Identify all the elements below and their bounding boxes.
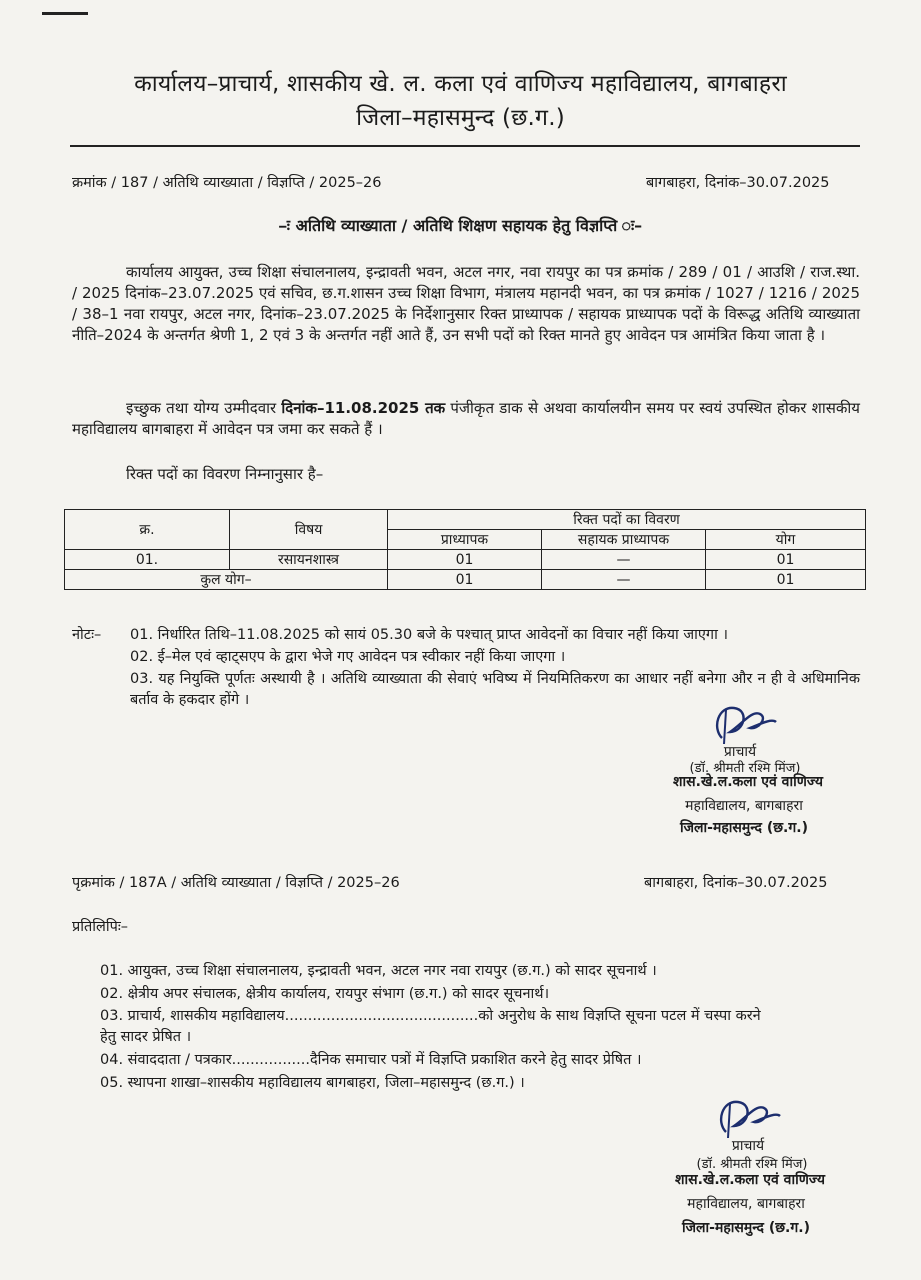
reference-date: बागबाहरा, दिनांक–30.07.2025: [646, 175, 830, 191]
cell-sno: 01.: [65, 550, 230, 570]
endorsement-number: पृक्रमांक / 187A / अतिथि व्याख्याता / विज्ञप्ति / 2025–26: [72, 875, 400, 891]
cell-total: 01: [706, 550, 866, 570]
principal-signature-2: [706, 1094, 786, 1140]
table-footer-row: [65, 570, 866, 590]
copy-item-3-cont: हेतु सादर प्रेषित ।: [100, 1029, 192, 1045]
last-date-highlight: दिनांक–11.08.2025 तक: [281, 399, 446, 417]
corner-mark: [42, 12, 88, 15]
cell-professor: 01: [388, 550, 542, 570]
sig2-stamp-text1: शास.खे.ल.कला एवं वाणिज्य: [675, 1172, 825, 1188]
notice-title: –ः अतिथि व्याख्याता / अतिथि शिक्षण सहायक हेतु विज्ञप्ति ः–: [278, 216, 643, 235]
sig1-stamp-line1: [648, 772, 848, 791]
sig2-name: (डॉ. श्रीमती रश्मि मिंज): [696, 1157, 808, 1172]
sig1-name: (डॉ. श्रीमती रश्मि मिंज): [689, 761, 801, 776]
table-row: [65, 550, 866, 570]
vacancy-table: [64, 509, 866, 590]
principal-signature-1: [700, 698, 780, 746]
office-header-line1: कार्यालय–प्राचार्य, शासकीय खे. ल. कला एवं वाणिज्य महाविद्यालय, बागबाहरा: [134, 71, 787, 97]
para2-text-pre: इच्छुक तथा योग्य उम्मीदवार: [126, 399, 282, 417]
note-1: 01. निर्धारित तिथि–11.08.2025 को सायं 05.30 बजे के पश्चात् प्राप्त आवेदनों का विचार नहीं किया जाएगा ।: [130, 627, 728, 643]
copy-item-2: 02. क्षेत्रीय अपर संचालक, क्षेत्रीय कार्यालय, रायपुर संभाग (छ.ग.) को सादर सूचनार्थ।: [100, 986, 550, 1002]
sig1-stamp-text1: शास.खे.ल.कला एवं वाणिज्य: [673, 774, 823, 790]
notes-label: नोटः–: [72, 627, 102, 643]
note-3: 03. यह नियुक्ति पूर्णतः अस्थायी है । अतिथि व्याख्याता की सेवाएं भविष्य में नियमितिकरण का आधार नहीं बनेगा और न ही वे अधिमानिक बर्ताव के हकदार होंगे ।: [130, 671, 860, 708]
th-sno: क्र.: [65, 510, 230, 550]
th-vacancy-group: रिक्त पदों का विवरण: [388, 510, 866, 530]
copy-item-4: 04. संवाददाता / पत्रकार.................दैनिक समाचार पत्रों में विज्ञप्ति प्रकाशित करने हेतु सादर प्रेषित ।: [100, 1052, 642, 1068]
notice-paragraph-1: कार्यालय आयुक्त, उच्च शिक्षा संचालनालय, इन्द्रावती भवन, अटल नगर, नवा रायपुर का पत्र क्रमांक / 289 / 01 / आउशि / राज.स्था. / 2025 दिनांक–23.07.2025 एवं सचिव, छ.ग.शासन उच्च शिक्षा विभाग, मंत्रालय महानदी भवन, का पत्र क्रमांक / 1027 / 1216 / 2025 / 38–1 नवा रायपुर, अटल नगर, दिनांक–23.07.2025 के निर्देशानुसार रिक्त प्राध्यापक / सहायक प्राध्यापक पदों के विरूद्ध अतिथि व्याख्याता नीति–2024 के अन्तर्गत श्रेणी 1, 2 एवं 3 के अन्तर्गत नहीं आते हैं, उन सभी पदों को रिक्त मानते हुए आवेदन पत्र आमंत्रित किया जाता है ।: [72, 263, 860, 344]
notice-paragraph-2: [72, 398, 860, 440]
th-asst-professor: सहायक प्राध्यापक: [542, 530, 706, 550]
cell-subject: रसायनशास्त्र: [230, 550, 388, 570]
copy-item-1: 01. आयुक्त, उच्च शिक्षा संचालनालय, इन्द्रावती भवन, अटल नगर नवा रायपुर (छ.ग.) को सादर सूचनार्थ ।: [100, 963, 657, 979]
sig2-designation: प्राचार्य: [731, 1138, 765, 1154]
copy-item-3: 03. प्राचार्य, शासकीय महाविद्यालय..........................................को अनुरोध के साथ विज्ञप्ति सूचना पटल में चस्पा करने: [100, 1008, 761, 1024]
sig1-stamp-line2: महाविद्यालय, बागबाहरा: [685, 798, 803, 814]
th-professor: प्राध्यापक: [388, 530, 542, 550]
reference-number: क्रमांक / 187 / अतिथि व्याख्याता / विज्ञप्ति / 2025–26: [72, 175, 382, 191]
note-2: 02. ई–मेल एवं व्हाट्सएप के द्वारा भेजे गए आवेदन पत्र स्वीकार नहीं किया जाएगा ।: [130, 649, 566, 665]
copy-item-5: 05. स्थापना शाखा–शासकीय महाविद्यालय बागबाहरा, जिला–महासमुन्द (छ.ग.) ।: [100, 1075, 525, 1091]
sig1-designation: प्राचार्य: [723, 744, 757, 760]
cell-asst-professor: —: [542, 550, 706, 570]
sig2-stamp-line2: महाविद्यालय, बागबाहरा: [687, 1196, 805, 1212]
para2-text-post: पंजीकृत डाक से अथवा कार्यालयीन समय पर स्वयं उपस्थित होकर शासकीय महाविद्यालय बागबाहरा में आवेदन पत्र जमा कर सकते हैं ।: [72, 399, 861, 438]
sig1-stamp-line3: जिला-महासमुन्द (छ.ग.): [680, 820, 808, 836]
vacancy-intro: रिक्त पदों का विवरण निम्नानुसार है–: [126, 465, 324, 483]
sig2-stamp-line1: [650, 1170, 850, 1189]
office-header-line2: जिला–महासमुन्द (छ.ग.): [356, 105, 565, 131]
th-total: योग: [706, 530, 866, 550]
footer-professor: 01: [388, 570, 542, 590]
endorsement-date: बागबाहरा, दिनांक–30.07.2025: [644, 875, 828, 891]
footer-asst-professor: —: [542, 570, 706, 590]
copy-to-label: प्रतिलिपिः–: [72, 919, 129, 935]
footer-total: 01: [706, 570, 866, 590]
th-subject: विषय: [230, 510, 388, 550]
footer-label: कुल योग–: [65, 570, 388, 590]
sig2-stamp-line3: जिला-महासमुन्द (छ.ग.): [682, 1220, 810, 1236]
header-divider: [70, 145, 860, 147]
